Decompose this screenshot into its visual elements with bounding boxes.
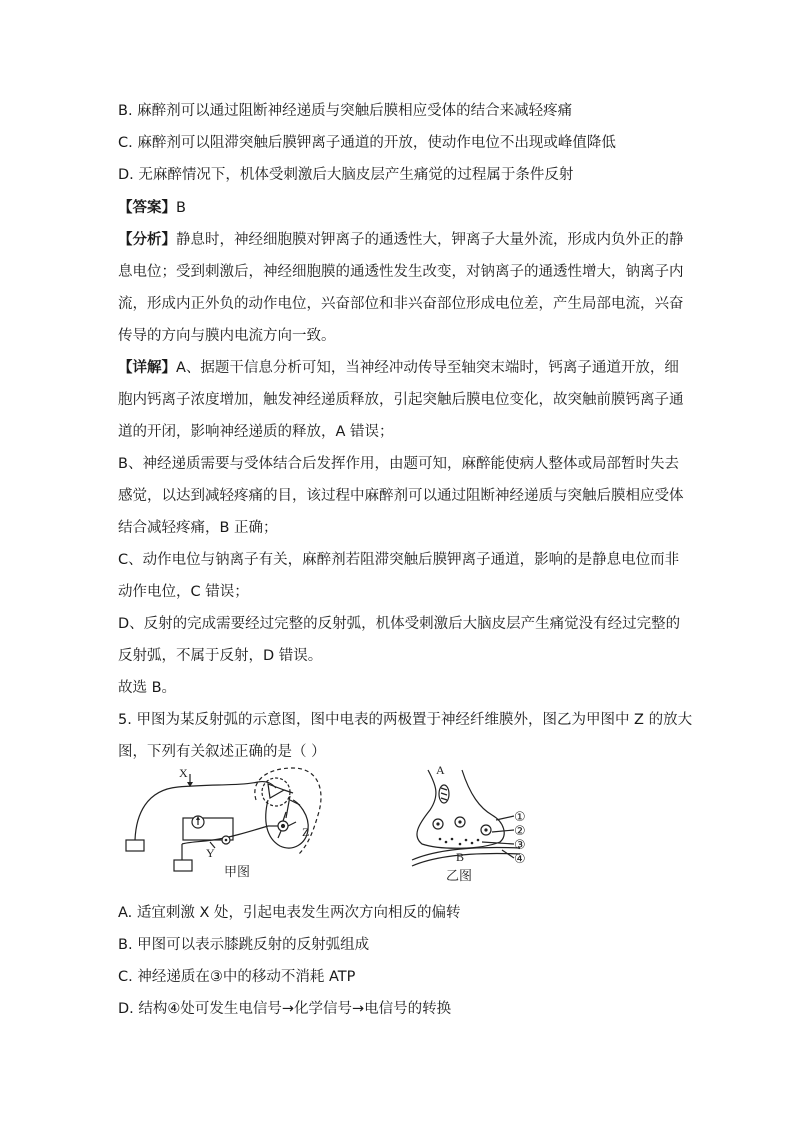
detail-line-10: 反射弧，不属于反射，D 错误。	[118, 648, 323, 664]
q5-option-b: B. 甲图可以表示膝跳反射的反射弧组成	[118, 937, 370, 953]
q5-stem-line-1: 5. 甲图为某反射弧的示意图，图中电表的两极置于神经纤维膜外，图乙为甲图中 Z 的放大	[118, 712, 693, 728]
label-2: ②	[514, 824, 526, 839]
spinal-cord-outline	[255, 768, 321, 855]
analysis-label: 【分析】	[118, 232, 176, 248]
effector-box	[174, 860, 192, 871]
q5-option-c: C. 神经递质在③中的移动不消耗 ATP	[118, 969, 356, 985]
label-b: B	[456, 850, 465, 864]
interneuron-body	[268, 784, 284, 798]
answer-label: 【答案】	[118, 200, 176, 216]
q4-option-c: C. 麻醉剂可以阻滞突触后膜钾离子通道的开放，使动作电位不出现或峰值降低	[118, 135, 616, 151]
detail-label: 【详解】	[118, 360, 176, 376]
q5-stem-line-2: 图，下列有关叙述正确的是（ ）	[118, 744, 326, 760]
analysis-line-4: 传导的方向与膜内电流方向一致。	[118, 328, 336, 344]
label-a: A	[436, 763, 445, 777]
detail-line-5: 感觉，以达到减轻疼痛的目，该过程中麻醉剂可以通过阻断神经递质与突触后膜相应受体	[118, 488, 684, 504]
receptor-box	[126, 840, 144, 851]
q4-option-d: D. 无麻醉情况下，机体受刺激后大脑皮层产生痛觉的过程属于条件反射	[118, 167, 574, 183]
caption-yi: 乙图	[446, 869, 473, 884]
answer-value: B	[176, 200, 186, 216]
figure-jia-reflex-arc	[118, 760, 348, 885]
label-4: ④	[514, 852, 526, 867]
label-x: X	[179, 766, 188, 780]
label-y: Y	[206, 846, 215, 860]
detail-line-9: D、反射的完成需要经过完整的反射弧，机体受刺激后大脑皮层产生痛觉没有经过完整的	[118, 616, 681, 632]
analysis-line-2: 息电位；受到刺激后，神经细胞膜的通透性发生改变，对钠离子的通透性增大，钠离子内	[118, 264, 684, 280]
detail-line-3: 道的开闭，影响神经递质的释放，A 错误；	[118, 424, 394, 440]
neurotransmitter-dots	[439, 838, 480, 846]
q5-option-d: D. 结构④处可发生电信号→化学信号→电信号的转换	[118, 1001, 452, 1017]
caption-jia: 甲图	[224, 865, 251, 880]
label-1: ①	[514, 810, 526, 825]
figure-yi-synapse	[410, 760, 550, 885]
label-3: ③	[514, 838, 526, 853]
label-z: Z	[302, 825, 310, 839]
analysis-line-1: 【分析】静息时，神经细胞膜对钾离子的通透性大，钾离子大量外流，形成内负外正的静	[118, 232, 684, 248]
answer-line	[118, 198, 186, 218]
detail-line-4: B、神经递质需要与受体结合后发挥作用，由题可知，麻醉能使病人整体或局部暂时失去	[118, 456, 679, 472]
presynaptic-terminal	[417, 770, 504, 848]
q4-option-b: B. 麻醉剂可以通过阻断神经递质与突触后膜相应受体的结合来减轻疼痛	[118, 103, 573, 119]
detail-line-11: 故选 B。	[118, 680, 177, 696]
detail-line-6: 结合减轻疼痛，B 正确；	[118, 520, 278, 536]
detail-line-7: C、动作电位与钠离子有关，麻醉剂若阻滞突触后膜钾离子通道，影响的是静息电位而非	[118, 552, 680, 568]
detail-line-8: 动作电位，C 错误；	[118, 584, 249, 600]
detail-line-2: 胞内钙离子浓度增加，触发神经递质释放，引起突触后膜电位变化，故突触前膜钙离子通	[118, 392, 684, 408]
analysis-line-3: 流，形成内正外负的动作电位，兴奋部位和非兴奋部位形成电位差，产生局部电流，兴奋	[118, 296, 684, 312]
q5-option-a: A. 适宜刺激 X 处，引起电表发生两次方向相反的偏转	[118, 905, 461, 921]
detail-line-1: 【详解】A、据题干信息分析可知，当神经冲动传导至轴突末端时，钙离子通道开放，细	[118, 360, 679, 376]
